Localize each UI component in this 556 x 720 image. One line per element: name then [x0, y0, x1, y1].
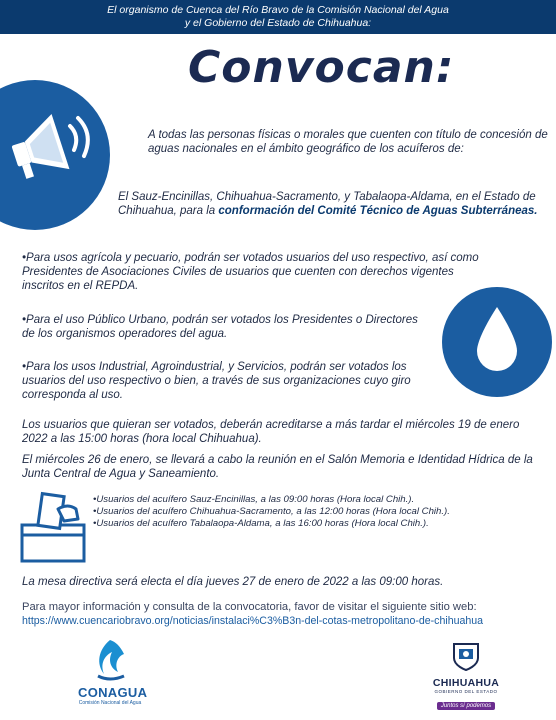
ballot-box-icon: [18, 487, 88, 565]
chihuahua-shield-icon: [452, 642, 480, 672]
chihuahua-name: CHIHUAHUA: [432, 677, 500, 689]
info-paragraph: [22, 600, 547, 628]
top-banner: [0, 0, 556, 34]
schedule-item: •Usuarios del acuífero Chihuahua-Sacramento, a las 12:00 horas (Hora local Chih.).: [93, 506, 450, 517]
conagua-emblem-icon: [90, 638, 130, 682]
conagua-sub: Comisión Nacional del Agua: [78, 700, 142, 706]
intro-paragraph: A todas las personas físicas o morales que cuenten con título de concesión de aguas nacionales en el ámbito geográfico de los acuíferos de:: [148, 129, 548, 155]
banner-line-1: El organismo de Cuenca del Río Bravo de la Comisión Nacional del Agua: [107, 4, 449, 16]
bullet-industrial: •Para los usos Industrial, Agroindustrial, y Servicios, podrán ser votados los usuarios del uso respectivo o bien, a través de sus organizaciones cuyo giro corresponda al uso.: [22, 361, 411, 401]
schedule-item: •Usuarios del acuífero Tabalaopa-Aldama, a las 16:00 horas (Hora local Chih.).: [93, 518, 429, 529]
acuiferos-bold: conformación del Comité Técnico de Aguas Subterráneas.: [218, 205, 538, 217]
water-drop-badge: [442, 287, 552, 397]
chihuahua-sub: GOBIERNO DEL ESTADO: [434, 689, 498, 694]
chihuahua-tagline: Juntos sí podemos: [437, 702, 495, 710]
chihuahua-logo: [416, 642, 516, 708]
megaphone-icon: [4, 104, 96, 184]
page-title: Convocan:: [188, 42, 455, 93]
bullet-publico-urbano: •Para el uso Público Urbano, podrán ser votados los Presidentes o Directores de los organismos operadores del agua.: [22, 314, 418, 340]
conagua-logo: [78, 638, 148, 710]
acuiferos-paragraph: [118, 190, 548, 218]
acuiferos-text: El Sauz-Encinillas, Chihuahua-Sacramento, y Tabalaopa-Aldama, en el Estado de Chihuahua, para la: [118, 191, 536, 217]
info-text: Para mayor información y consulta de la convocatoria, favor de visitar el siguiente sitio web:: [22, 601, 477, 613]
info-link[interactable]: https://www.cuencariobravo.org/noticias/instalaci%C3%B3n-del-cotas-metropolitano-de-chihuahua: [22, 615, 484, 627]
megaphone-badge: [0, 80, 110, 230]
mesa-directiva: La mesa directiva será electa el día jueves 27 de enero de 2022 a las 09:00 horas.: [22, 576, 444, 588]
note-reunion: El miércoles 26 de enero, se llevará a cabo la reunión en el Salón Memoria e Identidad Hídrica de la Junta Central de Agua y Saneamiento.: [22, 454, 533, 480]
schedule-item: •Usuarios del acuífero Sauz-Encinillas, a las 09:00 horas (Hora local Chih.).: [93, 494, 415, 505]
schedule-list: [93, 494, 533, 530]
banner-line-2: y el Gobierno del Estado de Chihuahua:: [184, 17, 372, 29]
bullet-agricola: •Para usos agrícola y pecuario, podrán ser votados usuarios del uso respectivo, así como Presidentes de Asociaciones Civiles de usuarios que cuenten con derechos vigentes inscritos en el REPDA.: [22, 252, 479, 292]
conagua-name: CONAGUA: [78, 685, 148, 700]
water-drop-icon: [473, 305, 521, 377]
note-acreditacion: Los usuarios que quieran ser votados, deberán acreditarse a más tardar el miércoles 19 de enero 2022 a las 15:00 horas (hora local Chihuahua).: [22, 419, 520, 445]
